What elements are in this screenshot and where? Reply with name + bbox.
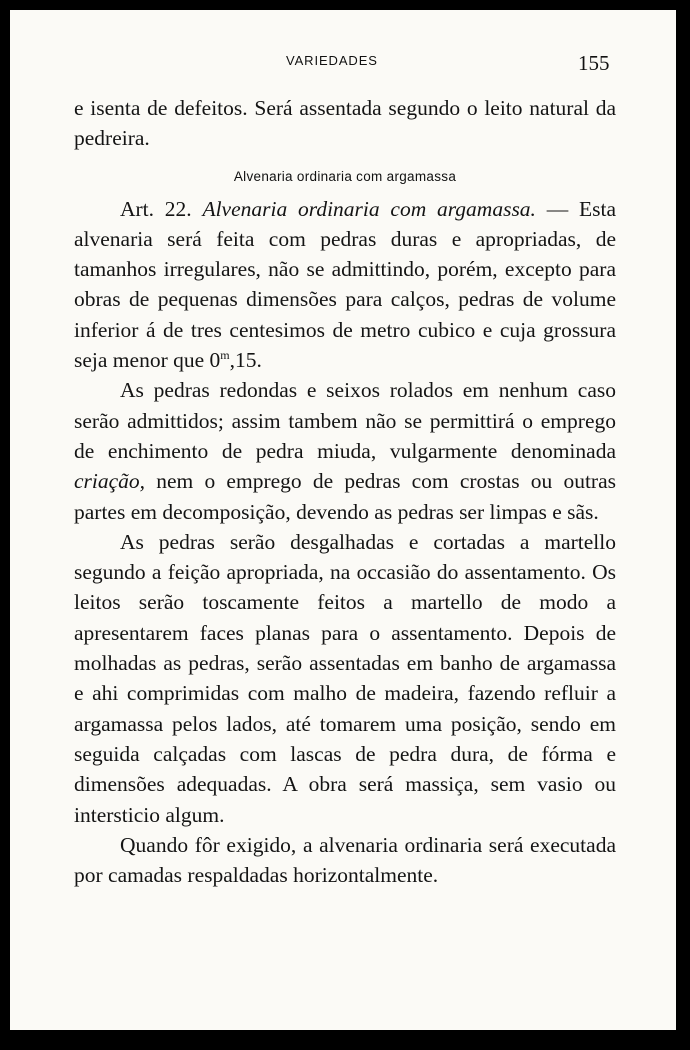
page-number: 155 [578,51,610,75]
article-title: Alvenaria ordinaria com argamassa. [202,196,536,221]
article-label: Art. 22. [120,196,192,221]
running-header [10,51,676,75]
article-paragraph [74,194,616,376]
unit-superscript: m [220,348,230,363]
paragraph-stones-text-b: nem o emprego de pedras com crostas ou outras partes em decomposição, devendo as pedras ser limpas e sãs. [74,469,616,524]
unit-decimal: ,15. [229,348,262,373]
paragraph-layers: Quando fôr exigido, a alvenaria ordinaria será executada por camadas respaldadas horizontalmente. [74,832,616,888]
italic-term: criação, [74,469,146,494]
paragraph-stones [74,375,616,526]
intro-paragraph: e isenta de defeitos. Será assentada segundo o leito natural da pedreira. [74,96,616,151]
paragraph-cutting: As pedras serão desgalhadas e cortadas a martello segundo a feição apropriada, na occasião do assentamento. Os leitos serão toscamente feitos a martello de modo a apresentarem faces planas para o assentamento. Depois de molhadas as pedras, serão assentadas em banho de argamassa e ahi comprimidas com malho de madeira, fazendo refluir a argamassa pelos lados, até tomarem uma posição, sendo em seguida calçadas com lascas de pedra dura, de fórma e dimensões adequadas. A obra será massiça, sem vasio ou intersticio algum. [74,529,616,827]
book-page [10,10,676,1030]
article-dash: — [546,196,569,221]
section-heading: Alvenaria ordinaria com argamassa [233,168,457,184]
running-title: VARIEDADES [286,53,378,68]
body-text [74,93,616,890]
paragraph-stones-text-a: As pedras redondas e seixos rolados em nenhum caso serão admittidos; assim tambem não se permittirá o emprego de enchimento de pedra miuda, vulgarmente denominada [74,378,616,463]
unit-number: 0 [209,348,221,373]
article-text: Esta alvenaria será feita com pedras duras e apropriadas, de tamanhos irregulares, não se admittindo, porém, excepto para obras de pequenas dimensões para calços, pedras de volume inferior á de tres centesimos de metro cubico e cuja grossura seja menor que [74,196,616,373]
